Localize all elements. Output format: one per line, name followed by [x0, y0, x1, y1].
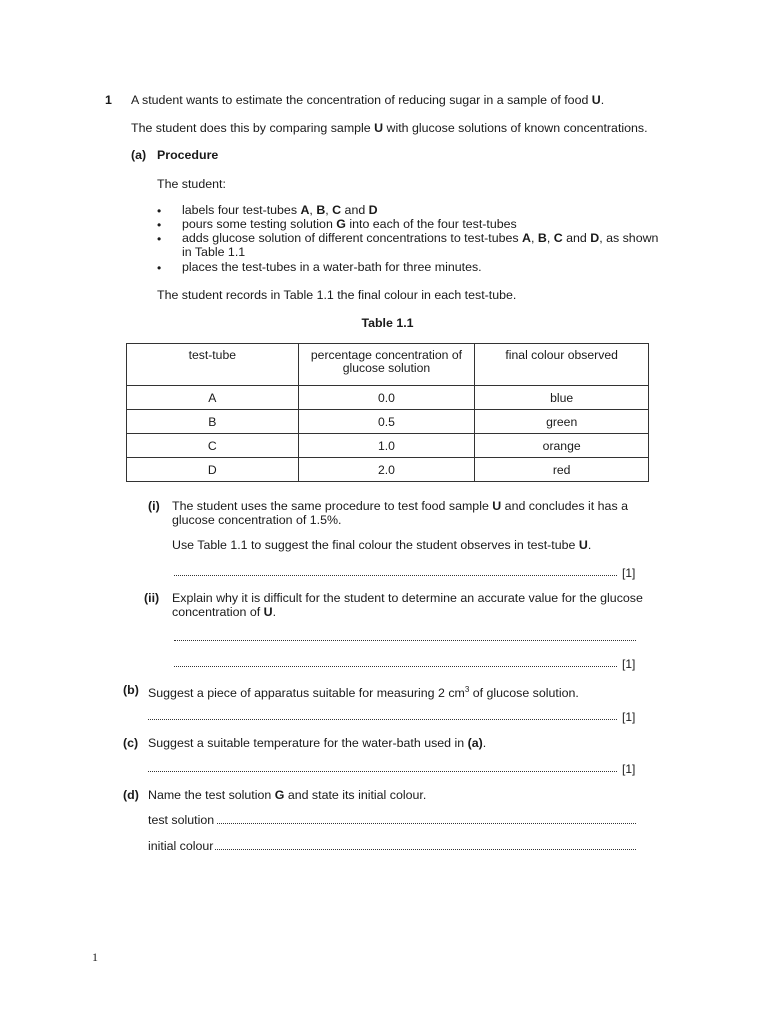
- tube-b: B: [316, 203, 326, 217]
- table-row: [127, 458, 649, 482]
- part-c-text: [148, 736, 486, 750]
- answer-line-ii-1[interactable]: [174, 640, 636, 641]
- part-c-label: (c): [123, 736, 139, 750]
- mark-i: [1]: [622, 566, 636, 580]
- part-b-question-end: of glucose solution.: [469, 686, 579, 701]
- sub-i-text-end: and concludes it has a: [501, 499, 628, 513]
- cell-concentration: 2.0: [298, 458, 475, 482]
- sep: ,: [325, 203, 333, 217]
- answer-line-ii-2[interactable]: [174, 666, 617, 667]
- tube-c: C: [553, 231, 563, 245]
- cell-concentration: 0.5: [298, 410, 475, 434]
- line2-text: The student does this by comparing sample: [131, 121, 375, 135]
- sep: and: [562, 231, 591, 245]
- cell-test-tube: C: [127, 434, 299, 458]
- punct: .: [482, 736, 487, 750]
- sample-u: U: [492, 499, 502, 513]
- cell-colour: orange: [475, 434, 649, 458]
- solution-g: G: [274, 788, 285, 802]
- table-row: [127, 410, 649, 434]
- line2-text-end: with glucose solutions of known concentrations.: [383, 121, 648, 135]
- header-text: percentage concentration of: [310, 348, 462, 362]
- question-number: 1: [105, 93, 112, 107]
- tube-d: D: [368, 203, 378, 217]
- part-a-title: Procedure: [157, 148, 219, 162]
- cell-colour: red: [475, 458, 649, 482]
- answer-line-b[interactable]: [148, 719, 617, 720]
- question-line2: [131, 121, 648, 135]
- results-table: [126, 343, 649, 482]
- cell-concentration: 0.0: [298, 386, 475, 410]
- sub-i-line3: [172, 538, 591, 552]
- table-caption: Table 1.1: [361, 316, 414, 330]
- part-d-question: Name the test solution: [148, 788, 275, 802]
- bullet-1-text: labels four test-tubes: [182, 203, 301, 217]
- tube-b: B: [537, 231, 547, 245]
- sub-i-line2: glucose concentration of 1.5%.: [172, 513, 342, 527]
- answer-line-i[interactable]: [174, 575, 617, 576]
- sep: ,: [309, 203, 317, 217]
- bullet-3-glyph: •: [157, 232, 162, 246]
- part-b-text: [148, 683, 579, 700]
- mark-c: [1]: [622, 762, 636, 776]
- table-header-row: [127, 344, 649, 386]
- table-row: [127, 434, 649, 458]
- student-intro: The student:: [157, 177, 226, 191]
- cell-colour: blue: [475, 386, 649, 410]
- bullet-3-text-end: , as shown: [599, 231, 659, 245]
- bullet-3: [182, 231, 658, 245]
- tube-a: A: [522, 231, 531, 245]
- sub-i-line1: [172, 499, 628, 513]
- bullet-3-text: adds glucose solution of different concentrations to test-tubes: [182, 231, 523, 245]
- intro-sample-label: U: [591, 93, 601, 107]
- test-solution-field[interactable]: [217, 823, 636, 824]
- bullet-2-glyph: •: [157, 218, 162, 232]
- part-c-question: Suggest a suitable temperature for the water-bath used in: [148, 736, 468, 750]
- cell-test-tube: B: [127, 410, 299, 434]
- header-text: final colour observed: [505, 348, 618, 362]
- part-d-label: (d): [123, 788, 139, 802]
- sample-u: U: [578, 538, 588, 552]
- intro-text: A student wants to estimate the concentration of reducing sugar in a sample of food: [131, 93, 592, 107]
- punct: .: [272, 605, 277, 619]
- intro-punct: .: [600, 93, 605, 107]
- sub-ii-line1: Explain why it is difficult for the student to determine an accurate value for the glucose: [172, 591, 643, 605]
- bullet-2-text-end: into each of the four test-tubes: [345, 217, 517, 231]
- sample-u: U: [263, 605, 273, 619]
- sub-i-label: (i): [148, 499, 160, 513]
- line2-sample-label: U: [374, 121, 384, 135]
- part-ref: (a): [467, 736, 483, 750]
- table-row: [127, 386, 649, 410]
- cell-concentration: 1.0: [298, 434, 475, 458]
- records-text: The student records in Table 1.1 the final colour in each test-tube.: [157, 288, 517, 302]
- tube-d: D: [590, 231, 600, 245]
- sub-ii-text: concentration of: [172, 605, 264, 619]
- page-number: 1: [92, 950, 98, 964]
- part-b-question: Suggest a piece of apparatus suitable for measuring 2 cm: [148, 686, 465, 701]
- tube-a: A: [300, 203, 310, 217]
- sub-ii-label: (ii): [144, 591, 160, 605]
- header-concentration: [298, 344, 475, 386]
- sep: and: [341, 203, 369, 217]
- punct: .: [587, 538, 592, 552]
- superscript: 3: [464, 685, 470, 694]
- answer-line-c[interactable]: [148, 771, 617, 772]
- sub-i-text: The student uses the same procedure to test food sample: [172, 499, 493, 513]
- bullet-1-glyph: •: [157, 204, 162, 218]
- bullet-2: [182, 217, 517, 231]
- header-text: test-tube: [188, 348, 237, 362]
- header-final-colour: [475, 344, 649, 386]
- bullet-4: places the test-tubes in a water-bath for three minutes.: [182, 260, 482, 274]
- mark-ii: [1]: [622, 657, 636, 671]
- initial-colour-field[interactable]: [215, 849, 636, 850]
- header-text: glucose solution: [342, 361, 431, 375]
- bullet-1: [182, 203, 378, 217]
- sub-ii-line2: [172, 605, 276, 619]
- sep: ,: [531, 231, 538, 245]
- tube-c: C: [332, 203, 342, 217]
- question-intro: [131, 93, 604, 107]
- sep: ,: [546, 231, 554, 245]
- part-d-question-end: and state its initial colour.: [284, 788, 427, 802]
- part-b-label: (b): [123, 683, 139, 697]
- mark-b: [1]: [622, 710, 636, 724]
- sub-i-question: Use Table 1.1 to suggest the final colour the student observes in test-tube: [172, 538, 579, 552]
- cell-test-tube: A: [127, 386, 299, 410]
- bullet-2-text: pours some testing solution: [182, 217, 337, 231]
- cell-colour: green: [475, 410, 649, 434]
- bullet-4-glyph: •: [157, 261, 162, 275]
- test-solution-label: test solution: [148, 813, 215, 827]
- header-test-tube: [127, 344, 299, 386]
- initial-colour-label: initial colour: [148, 839, 214, 853]
- cell-test-tube: D: [127, 458, 299, 482]
- part-d-text: [148, 788, 426, 802]
- bullet-3-line2: in Table 1.1: [182, 245, 246, 259]
- part-a-label: (a): [131, 148, 147, 162]
- solution-g: G: [336, 217, 346, 231]
